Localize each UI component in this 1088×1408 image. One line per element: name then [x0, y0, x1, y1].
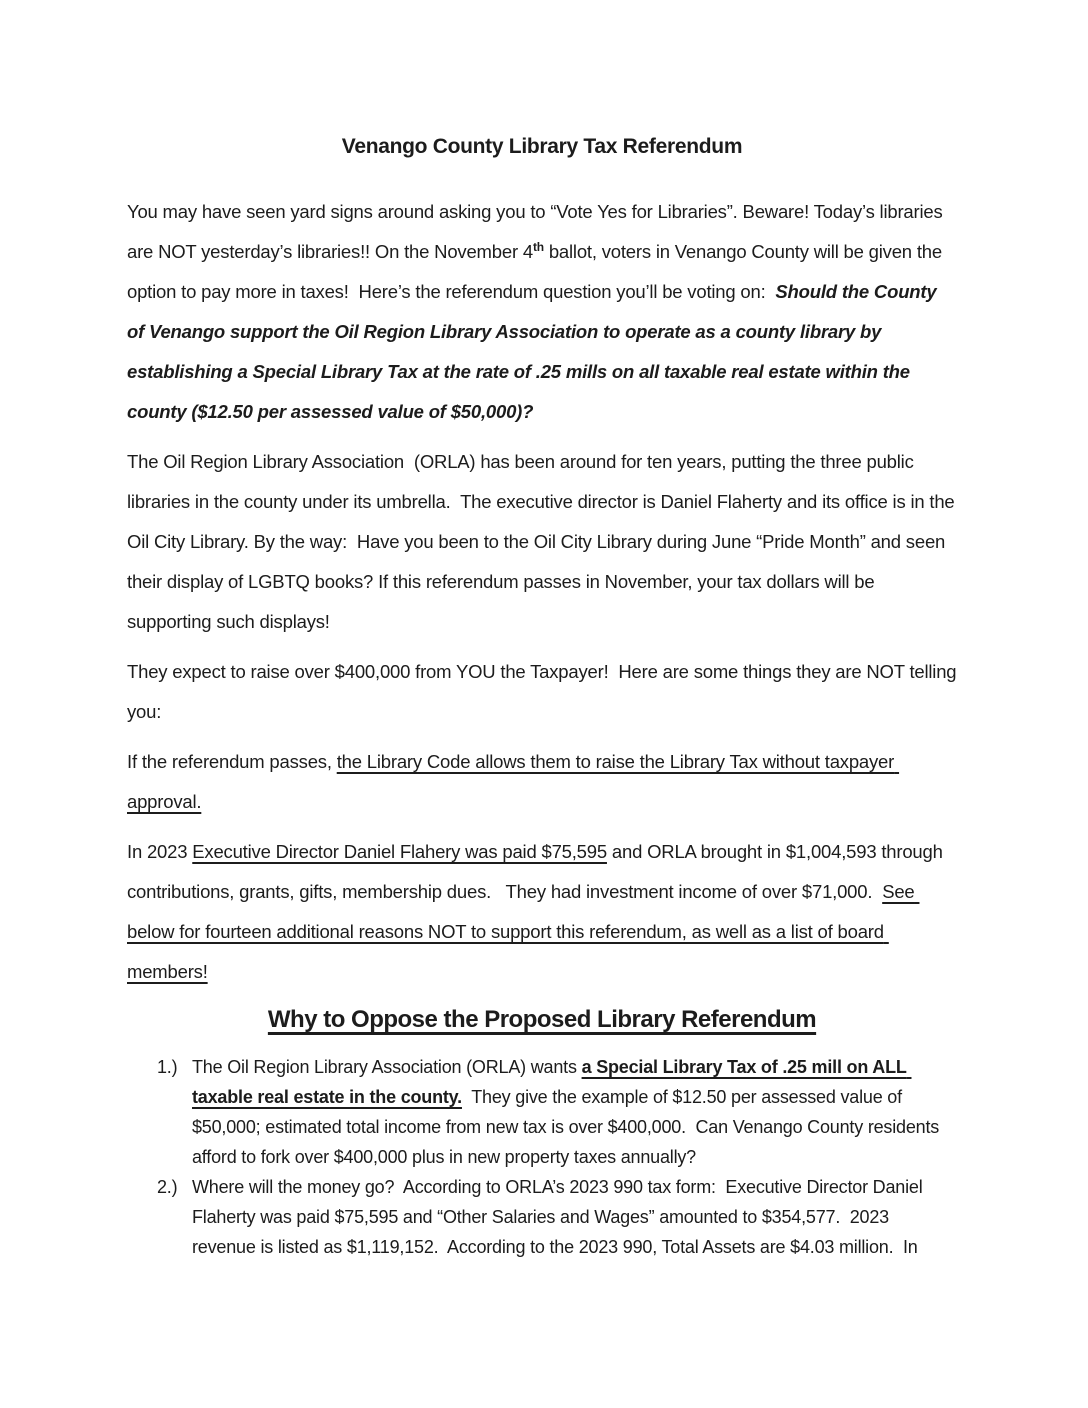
paragraph-intro	[127, 192, 957, 432]
document-title: Venango County Library Tax Referendum	[341, 135, 743, 158]
paragraph-orla-background	[127, 442, 960, 642]
text-segment: ballot, voters in Venango County will be given the option to pay more in taxes! Here’s the referendum question you’ll be voting on:	[127, 241, 947, 302]
list-item-text	[192, 1052, 957, 1172]
ordinal-superscript: th	[532, 239, 544, 254]
underlined-salary-claim: Executive Director Daniel Flahery was paid $75,595	[192, 841, 607, 862]
opposition-reasons-list	[157, 1052, 957, 1262]
text-segment: If the referendum passes,	[127, 751, 337, 772]
list-item-2	[157, 1172, 957, 1262]
text-segment: The Oil Region Library Association (ORLA) wants	[192, 1057, 582, 1077]
text-segment: In 2023	[127, 841, 193, 862]
text-segment: and ORLA brought in $1,004,593 through contributions, grants, gifts, membership dues. They had investment income of over $71,000.	[127, 841, 948, 902]
referendum-question-text: Should the County of Venango support the Oil Region Library Association to operate as a county library by establishing a Special Library Tax at the rate of .25 mills on all taxable real estate within the county ($12.50 per assessed value of $50,000)?	[127, 281, 942, 422]
list-item-text	[192, 1172, 957, 1262]
text-segment: They give the example of $12.50 per assessed value of $50,000; estimated total income from new tax is over $400,000. Can Venango County residents afford to fork over $400,000 plus in new property taxes annually?	[192, 1087, 944, 1167]
text-segment: They expect to raise over $400,000 from YOU the Taxpayer! Here are some things they are NOT telling you:	[127, 661, 962, 722]
paragraph-library-code	[127, 742, 957, 822]
bold-underlined-tax-claim: a Special Library Tax of .25 mill on ALL taxable real estate in the county.	[192, 1057, 912, 1107]
list-item-1	[157, 1052, 957, 1172]
list-item-number: 2.)	[157, 1177, 178, 1197]
text-segment: Where will the money go? According to ORLA’s 2023 990 tax form: Executive Director Daniel Flaherty was paid $75,595 and “Other Salaries and Wages” amounted to $354,577. 2023 revenue is listed as $1,119,152. According to the 2023 990, Total Assets are $4.03 million. In	[192, 1177, 928, 1257]
paragraph-raise-amount	[127, 652, 962, 732]
underlined-see-below-note: See below for fourteen additional reasons NOT to support this referendum, as well as a list of board members!	[127, 881, 920, 982]
list-item-number: 1.)	[157, 1057, 178, 1077]
section-heading-oppose: Why to Oppose the Proposed Library Referendum	[267, 1006, 817, 1033]
text-segment: You may have seen yard signs around asking you to “Vote Yes for Libraries”. Beware! Today’s libraries are NOT yesterday’s libraries!! On the November 4	[127, 201, 948, 262]
underlined-library-code-claim: the Library Code allows them to raise the Library Tax without taxpayer approval.	[127, 751, 900, 812]
paragraph-2023-finances	[127, 832, 957, 992]
text-segment: The Oil Region Library Association (ORLA) has been around for ten years, putting the three public libraries in the county under its umbrella. The executive director is Daniel Flaherty and its office is in the Oil City Library. By the way: Have you been to the Oil City Library during June “Pride Month” and seen their display of LGBTQ books? If this referendum passes in November, your tax dollars will be supporting such displays!	[127, 451, 960, 632]
